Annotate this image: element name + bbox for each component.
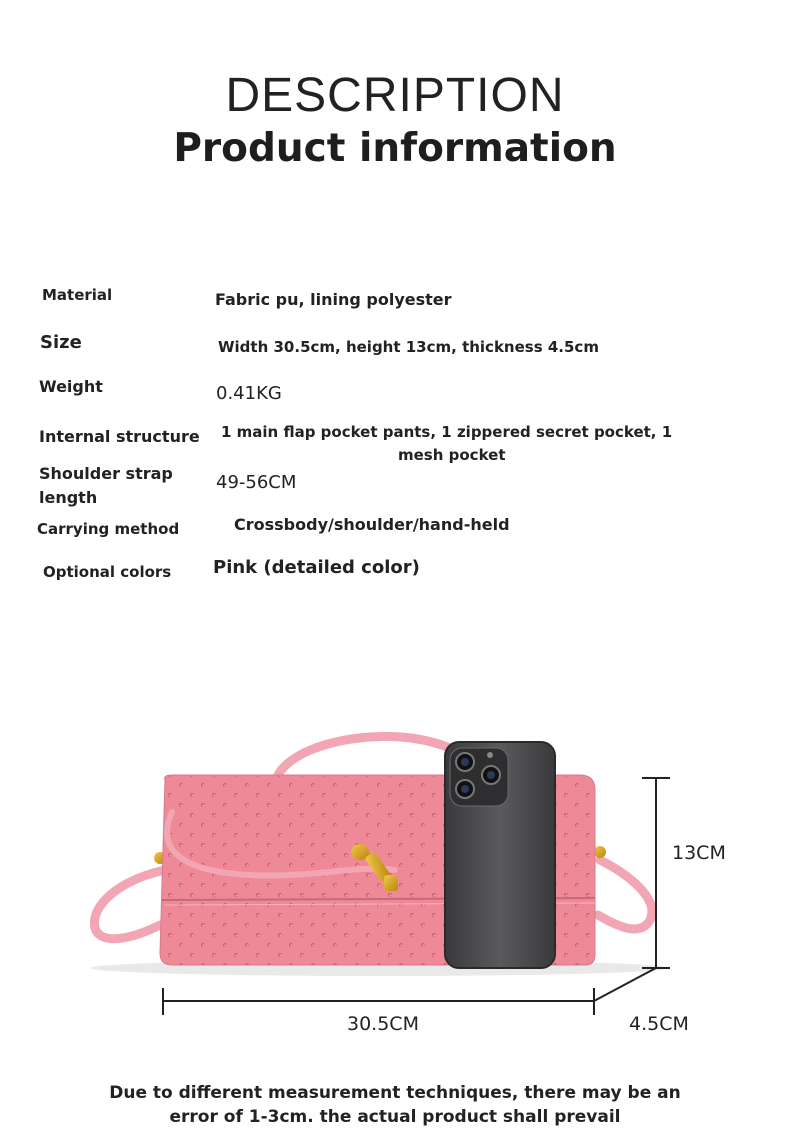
top-handle bbox=[278, 736, 470, 775]
spec-label-size: Size bbox=[40, 332, 82, 353]
measurement-note bbox=[0, 1081, 790, 1129]
spec-value-material: Fabric pu, lining polyester bbox=[215, 290, 452, 309]
spec-label-strap-length-line1: Shoulder strap bbox=[39, 464, 173, 483]
page-title: Product information bbox=[173, 126, 617, 171]
spec-value-carrying-method: Crossbody/shoulder/hand-held bbox=[234, 515, 510, 534]
spec-value-internal-structure-line1: 1 main flap pocket pants, 1 zippered secret pocket, 1 bbox=[221, 423, 673, 441]
spec-label-optional-colors: Optional colors bbox=[43, 563, 172, 581]
spec-value-size: Width 30.5cm, height 13cm, thickness 4.5cm bbox=[218, 338, 599, 356]
measurement-note-line2: error of 1-3cm. the actual product shall prevail bbox=[169, 1107, 621, 1127]
spec-value-optional-colors: Pink (detailed color) bbox=[213, 557, 420, 578]
height-dimension-label: 13CM bbox=[672, 842, 726, 864]
spec-label-strap-length-line2: length bbox=[39, 488, 98, 507]
right-strap bbox=[598, 860, 652, 929]
spec-label-internal-structure: Internal structure bbox=[39, 427, 200, 446]
left-strap bbox=[94, 870, 165, 939]
spec-label-material: Material bbox=[42, 286, 113, 304]
spec-label-carrying-method: Carrying method bbox=[37, 520, 180, 538]
spec-label-weight: Weight bbox=[39, 377, 103, 396]
width-dimension-line bbox=[163, 988, 594, 1015]
spec-value-internal-structure-line2: mesh pocket bbox=[398, 446, 506, 464]
measurement-note-line1: Due to different measurement techniques, there may be an bbox=[109, 1083, 681, 1103]
width-dimension-label: 30.5CM bbox=[347, 1013, 419, 1035]
height-dimension-line bbox=[642, 778, 670, 968]
phone-for-scale bbox=[445, 742, 555, 968]
thickness-dimension-label: 4.5CM bbox=[629, 1013, 689, 1035]
right-strap-ring bbox=[594, 846, 606, 858]
section-title: DESCRIPTION bbox=[225, 69, 565, 122]
spec-value-weight: 0.41KG bbox=[216, 383, 282, 404]
product-photo bbox=[0, 600, 790, 1070]
spec-value-strap-length: 49-56CM bbox=[216, 472, 297, 493]
